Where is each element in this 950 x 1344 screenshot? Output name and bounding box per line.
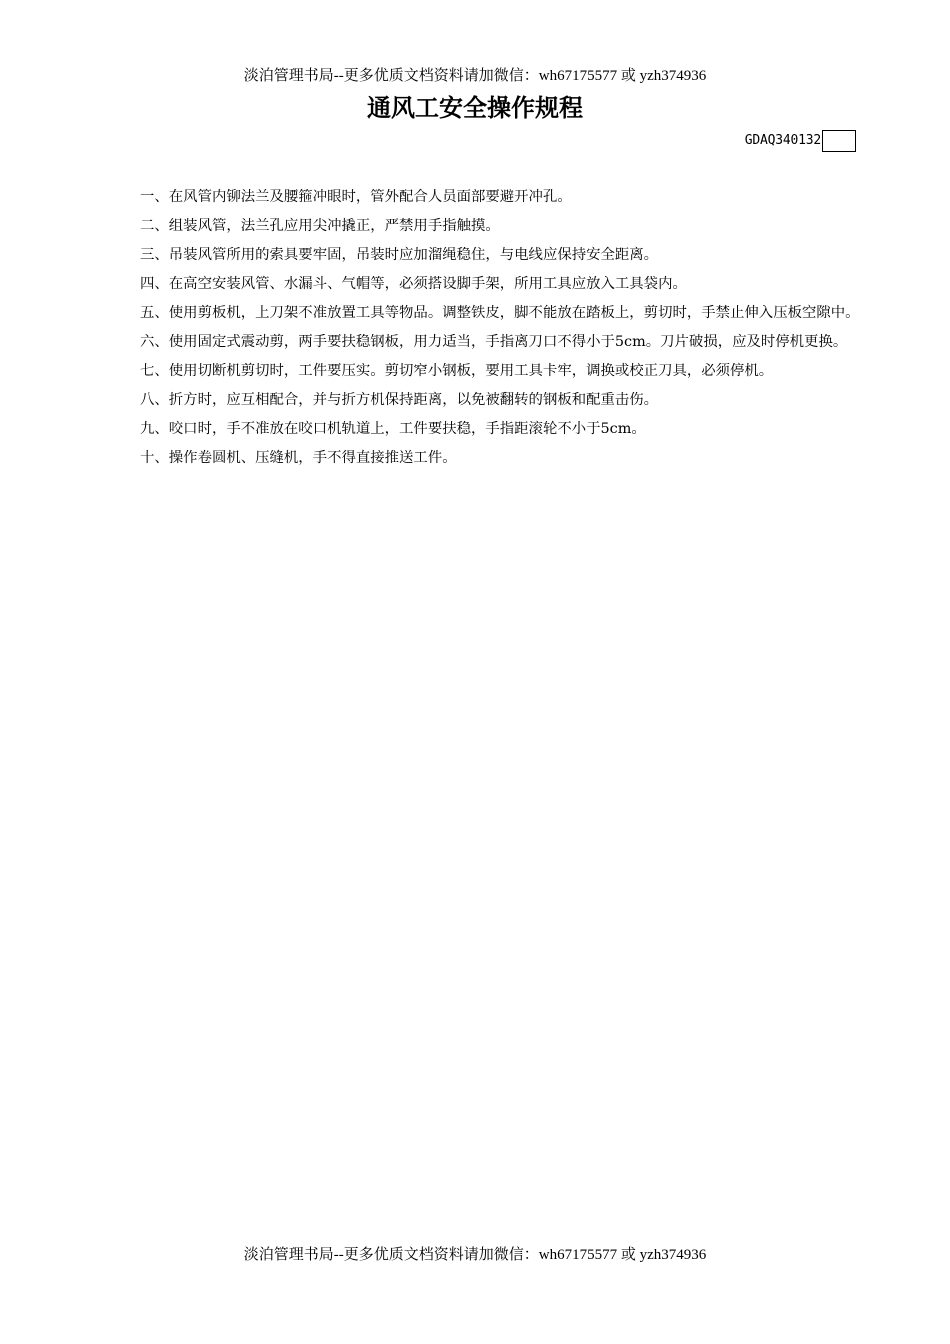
- rule-item-2: 二、组装风管，法兰孔应用尖冲撬正，严禁用手指触摸。: [140, 218, 500, 234]
- page-footer: 淡泊管理书局--更多优质文档资料请加微信：wh67175577 或 yzh374936: [243, 1247, 707, 1263]
- rule-item-10: 十、操作卷圆机、压缝机，手不得直接推送工件。: [140, 450, 457, 466]
- page-header: 淡泊管理书局--更多优质文档资料请加微信：wh67175577 或 yzh374936: [243, 68, 707, 84]
- document-title: 通风工安全操作规程: [367, 94, 583, 122]
- document-code: GDAQ340132: [744, 133, 821, 148]
- rule-item-7: 七、使用切断机剪切时，工件要压实。剪切窄小钢板，要用工具卡牢，调换或校正刀具，必须停机。: [140, 363, 774, 379]
- rule-item-1: 一、在风管内铆法兰及腰箍冲眼时，管外配合人员面部要避开冲孔。: [140, 189, 572, 205]
- rule-item-3: 三、吊装风管所用的索具要牢固，吊装时应加溜绳稳住，与电线应保持安全距离。: [140, 247, 659, 263]
- rule-item-6: 六、使用固定式震动剪，两手要扶稳钢板，用力适当，手指离刀口不得小于5cm。刀片破损，应及时停机更换。: [140, 334, 848, 350]
- document-code-block: [745, 130, 856, 152]
- rule-item-8: 八、折方时，应互相配合，并与折方机保持距离，以免被翻转的钢板和配重击伤。: [140, 392, 659, 408]
- rule-item-9: 九、咬口时，手不准放在咬口机轨道上，工件要扶稳，手指距滚轮不小于5cm。: [140, 421, 646, 437]
- rule-item-5: 五、使用剪板机，上刀架不准放置工具等物品。调整铁皮，脚不能放在踏板上，剪切时，手禁止伸入压板空隙中。: [140, 305, 860, 321]
- rule-item-4: 四、在高空安装风管、水漏斗、气帽等，必须搭设脚手架，所用工具应放入工具袋内。: [140, 276, 687, 292]
- rules-list: [109, 183, 889, 473]
- code-suffix-box: [822, 130, 856, 152]
